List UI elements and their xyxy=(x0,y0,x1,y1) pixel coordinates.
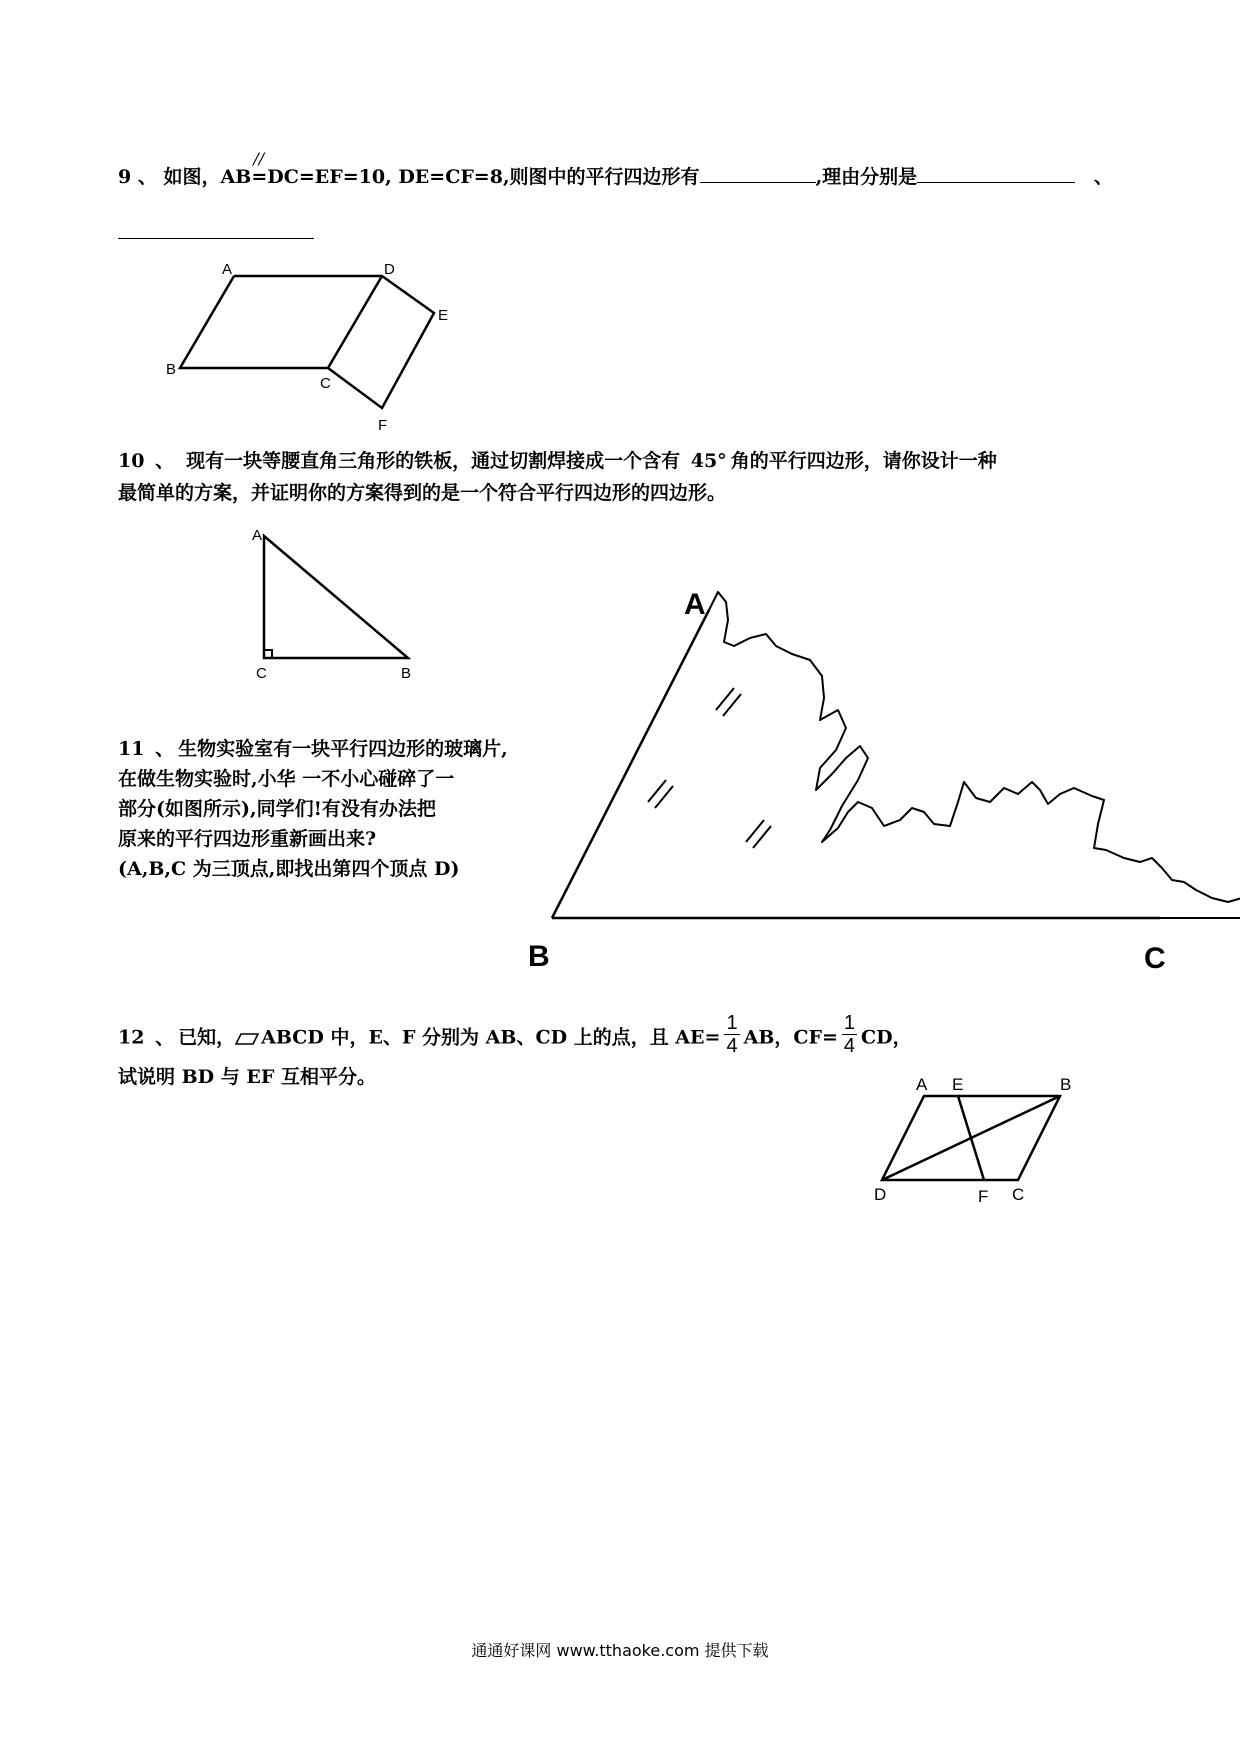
q11-separator: 、 xyxy=(155,738,175,760)
q9-lead: 如图，AB xyxy=(163,166,252,188)
q9-end: 、 xyxy=(1093,166,1113,188)
q12-label-d: D xyxy=(874,1185,887,1204)
q10-text-a: 现有一块等腰直角三角形的铁板，通过切割焊接成一个含有 xyxy=(186,450,681,472)
q11-label-b: B xyxy=(528,940,550,973)
q12-text-3: AB，CF= xyxy=(743,1026,838,1049)
q12-segment-ef xyxy=(958,1096,984,1180)
q12-number: 12 xyxy=(118,1026,145,1049)
q10-triangle xyxy=(264,536,408,658)
q9-outline xyxy=(180,276,434,408)
q12-figure xyxy=(864,1070,1094,1210)
q9-rest: DC=EF=10, DE=CF=8,则图中的平行四边形有 xyxy=(267,166,700,188)
q11-line-5: (A,B,C 为三顶点,即找出第四个顶点 D) xyxy=(118,858,460,880)
q9-blank-1[interactable] xyxy=(700,162,816,183)
q10-text-b: 角的平行四边形，请你设计一种 xyxy=(730,450,997,472)
q9-label-c: C xyxy=(320,375,331,392)
q11-line-2: 在做生物实验时,小华 一不小心碰碎了一 xyxy=(118,768,455,790)
q12-fraction-cf xyxy=(842,1012,857,1057)
q9-label-a: A xyxy=(222,261,233,278)
q11-line-4: 原来的平行四边形重新画出来? xyxy=(118,828,377,850)
q11-broken-edge xyxy=(709,592,1240,918)
q12-label-c: C xyxy=(1012,1185,1025,1204)
q11-number: 11 xyxy=(118,738,145,760)
q9-label-b: B xyxy=(166,361,177,378)
q9-parallel-mark: // xyxy=(253,149,265,168)
q11-figure xyxy=(520,580,1180,980)
q9-number: 9 xyxy=(118,166,132,188)
q9-mid: ,理由分别是 xyxy=(815,166,918,188)
q9-label-f: F xyxy=(378,417,388,434)
q12-separator: 、 xyxy=(155,1026,175,1049)
q9-label-e: E xyxy=(438,307,449,324)
q10-label-c: C xyxy=(256,665,267,682)
footer: 通通好课网 www.tthaoke.com 提供下载 xyxy=(471,1641,769,1660)
q12-fraction-ae xyxy=(724,1012,739,1057)
q12-label-f: F xyxy=(978,1187,989,1206)
parallelogram-icon xyxy=(235,1032,259,1046)
q10-angle: 45° xyxy=(690,450,727,472)
q11-line-1 xyxy=(118,734,508,764)
q11-label-c: C xyxy=(1144,942,1166,975)
q11-text-1: 生物实验室有一块平行四边形的玻璃片, xyxy=(178,738,508,760)
q9-label-d: D xyxy=(384,261,395,278)
q10-label-a: A xyxy=(252,527,263,544)
q10-label-b: B xyxy=(401,665,412,682)
q12-label-e: E xyxy=(952,1075,964,1094)
q12-label-a: A xyxy=(916,1075,928,1094)
q12-frac-num-2: 1 xyxy=(843,1012,856,1034)
q9-parallel-equal xyxy=(251,149,268,192)
q9-separator: 、 xyxy=(137,166,157,188)
q9-blank-3[interactable] xyxy=(118,238,314,239)
q10-line-1 xyxy=(118,446,997,476)
q12-line-2: 试说明 BD 与 EF 互相平分。 xyxy=(118,1066,376,1088)
q9-text xyxy=(118,149,1113,192)
q9-eq: = xyxy=(251,166,268,188)
q12-frac-num-1: 1 xyxy=(726,1012,738,1034)
q9-blank-2[interactable] xyxy=(917,162,1075,183)
q9-figure xyxy=(160,258,460,438)
q12-frac-den-2: 4 xyxy=(843,1035,856,1057)
q9-segment-dc xyxy=(328,276,382,368)
q12-text-1: 已知， xyxy=(178,1026,236,1049)
q10-figure xyxy=(248,524,428,684)
q11-label-a: A xyxy=(684,588,706,621)
q12-text-4: CD， xyxy=(861,1026,912,1049)
q10-number: 10 xyxy=(118,450,145,472)
q10-separator: 、 xyxy=(155,450,175,472)
q12-text-2: ABCD 中，E、F 分别为 AB、CD 上的点，且 AE= xyxy=(261,1026,721,1049)
q11-line-3: 部分(如图所示),同学们!有没有办法把 xyxy=(118,798,436,820)
q11-edge-ab xyxy=(552,610,709,918)
q12-label-b: B xyxy=(1060,1075,1072,1094)
q10-line-2: 最简单的方案，并证明你的方案得到的是一个符合平行四边形的四边形。 xyxy=(118,482,727,504)
q12-frac-den-1: 4 xyxy=(726,1035,738,1057)
